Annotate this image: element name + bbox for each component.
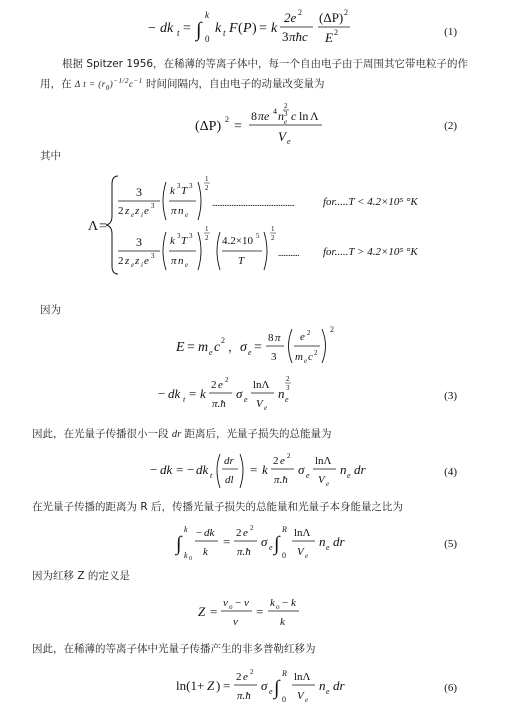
paragraph-spitzer xyxy=(40,56,480,97)
svg-text:2: 2 xyxy=(250,668,254,676)
svg-text:z: z xyxy=(125,205,130,217)
svg-text:2: 2 xyxy=(298,8,302,17)
svg-text:V: V xyxy=(256,398,263,410)
svg-text:V: V xyxy=(297,546,304,558)
svg-text:e: e xyxy=(326,543,330,552)
svg-text:4: 4 xyxy=(273,107,277,116)
equation-number: (2) xyxy=(444,120,457,132)
svg-text:2: 2 xyxy=(225,115,229,124)
svg-text:dl: dl xyxy=(225,474,234,486)
svg-text:P: P xyxy=(243,21,252,36)
svg-text:k: k xyxy=(184,525,188,534)
svg-text:e: e xyxy=(131,261,135,269)
svg-text:3: 3 xyxy=(284,110,288,118)
svg-text:e: e xyxy=(306,471,310,480)
svg-text:lnΛ: lnΛ xyxy=(294,527,311,539)
svg-text:n: n xyxy=(178,255,184,267)
svg-text:σ: σ xyxy=(240,340,247,355)
svg-text:n: n xyxy=(340,462,347,477)
svg-text:∫: ∫ xyxy=(196,19,202,41)
paragraph-energy-loss xyxy=(32,426,492,443)
svg-text:t: t xyxy=(210,471,213,480)
svg-text:dk: dk xyxy=(160,462,173,477)
svg-text:e: e xyxy=(285,395,289,404)
svg-text:2: 2 xyxy=(271,234,275,242)
svg-text:k: k xyxy=(291,597,296,609)
svg-text:e: e xyxy=(209,348,213,357)
svg-text:T: T xyxy=(238,255,245,267)
svg-text:lnΛ: lnΛ xyxy=(253,379,270,391)
svg-text:1: 1 xyxy=(205,225,209,233)
paragraph-fragment: 距离后，光量子损失的总能量为 xyxy=(184,428,332,440)
svg-text:=: = xyxy=(176,462,184,477)
svg-text:k: k xyxy=(215,21,222,36)
svg-text:2: 2 xyxy=(205,234,209,242)
svg-text:e: e xyxy=(269,543,273,552)
svg-text:3: 3 xyxy=(151,202,155,210)
svg-text:−: − xyxy=(235,597,242,609)
svg-text:E: E xyxy=(176,340,185,355)
svg-text:2: 2 xyxy=(344,8,348,17)
svg-text:k: k xyxy=(203,546,208,558)
inline-variable-dr: dr xyxy=(171,429,182,440)
svg-text:2: 2 xyxy=(307,329,311,337)
svg-text:m: m xyxy=(198,340,209,355)
svg-text:4.2×10: 4.2×10 xyxy=(222,235,253,247)
svg-text:1: 1 xyxy=(271,225,275,233)
svg-text:2: 2 xyxy=(334,28,338,37)
svg-text:−: − xyxy=(148,21,156,36)
svg-text:3: 3 xyxy=(177,182,181,190)
svg-text:∫: ∫ xyxy=(274,533,280,555)
svg-text:e: e xyxy=(300,331,305,343)
svg-text:F: F xyxy=(229,21,238,36)
svg-text:2: 2 xyxy=(250,524,254,532)
svg-text:1: 1 xyxy=(205,175,209,183)
svg-text:e: e xyxy=(326,687,330,696)
svg-text:3: 3 xyxy=(286,384,290,392)
svg-text:e: e xyxy=(243,527,248,539)
svg-text:c: c xyxy=(214,340,221,355)
svg-text:Λ: Λ xyxy=(88,219,99,234)
svg-text:e: e xyxy=(280,455,285,467)
svg-text:lnΛ: lnΛ xyxy=(315,455,332,467)
svg-text:=: = xyxy=(189,386,197,401)
svg-text:ν: ν xyxy=(233,616,238,628)
svg-text:i: i xyxy=(141,211,143,219)
svg-text:∫: ∫ xyxy=(274,677,280,699)
svg-text:e: e xyxy=(131,211,135,219)
svg-text:ν: ν xyxy=(223,597,228,609)
svg-text:8: 8 xyxy=(251,109,257,123)
svg-text:ln(1+: ln(1+ xyxy=(176,678,205,693)
svg-text:5: 5 xyxy=(256,232,260,240)
svg-text:σ: σ xyxy=(236,386,243,401)
svg-text:k: k xyxy=(280,616,285,628)
svg-text:k: k xyxy=(200,386,206,401)
condition-high-temperature: for.....T > 4.2×10⁵ °K xyxy=(323,246,418,258)
svg-text:2: 2 xyxy=(205,184,209,192)
svg-text:t: t xyxy=(183,395,186,404)
svg-text:n: n xyxy=(278,386,285,401)
svg-text:2: 2 xyxy=(314,349,318,357)
svg-text:8: 8 xyxy=(268,332,274,344)
svg-text:V: V xyxy=(297,690,304,702)
equation-2 xyxy=(0,100,515,150)
label-where: 其中 xyxy=(40,150,61,162)
equation-number: (1) xyxy=(444,26,457,38)
svg-text:V: V xyxy=(318,474,325,486)
equation-4 xyxy=(0,446,515,492)
svg-text:0: 0 xyxy=(282,695,286,704)
svg-text:2: 2 xyxy=(284,102,288,110)
svg-text:(: ( xyxy=(238,21,243,36)
equation-number: (6) xyxy=(444,682,457,694)
svg-text:t: t xyxy=(223,28,226,38)
svg-text:dr: dr xyxy=(224,455,234,467)
svg-text:2: 2 xyxy=(211,379,217,391)
svg-text:=: = xyxy=(210,604,218,619)
svg-text:=: = xyxy=(254,340,262,355)
svg-text:3: 3 xyxy=(282,29,289,44)
svg-text:): ) xyxy=(252,21,257,36)
svg-text:e: e xyxy=(144,255,149,267)
svg-text:−: − xyxy=(158,386,166,401)
svg-text:e: e xyxy=(305,696,309,704)
svg-text:σ: σ xyxy=(298,462,305,477)
equation-number: (5) xyxy=(444,538,457,550)
svg-text:m: m xyxy=(295,351,303,363)
svg-text:−: − xyxy=(150,462,158,477)
svg-text:3: 3 xyxy=(151,252,155,260)
svg-text:V: V xyxy=(278,129,286,144)
svg-text:2: 2 xyxy=(286,375,290,383)
svg-text:πe: πe xyxy=(258,109,270,123)
paragraph-fragment: 用，在 xyxy=(40,78,72,90)
svg-text:=: = xyxy=(99,219,107,234)
inline-formula: Δ $t = (r_0)^{-1/2}c^{-1}$ xyxy=(74,77,143,92)
svg-text:π: π xyxy=(171,205,177,217)
svg-text:=: = xyxy=(234,119,242,134)
svg-text:n: n xyxy=(278,109,284,123)
svg-text:0: 0 xyxy=(282,551,286,560)
svg-text:ln: ln xyxy=(299,109,309,123)
svg-text:n: n xyxy=(178,205,184,217)
label-because: 因为 xyxy=(40,304,61,316)
svg-text:dk: dk xyxy=(204,527,215,539)
svg-text:0: 0 xyxy=(205,34,210,44)
svg-text:c: c xyxy=(308,351,313,363)
svg-text:π.ħ: π.ħ xyxy=(212,398,226,410)
svg-text:z: z xyxy=(135,205,140,217)
equation-lambda xyxy=(0,170,515,280)
svg-text:Z: Z xyxy=(207,678,215,693)
paragraph-fragment: 因此，在光量子传播很小一段 xyxy=(32,428,169,440)
svg-text:π.ħ: π.ħ xyxy=(237,546,251,558)
svg-text:0: 0 xyxy=(189,556,192,562)
svg-text:−: − xyxy=(196,527,203,539)
svg-text:2: 2 xyxy=(225,376,229,384)
svg-text:e: e xyxy=(347,471,351,480)
svg-text:............: ............ xyxy=(278,248,299,258)
equation-5 xyxy=(0,518,515,564)
svg-text:σ: σ xyxy=(261,678,268,693)
svg-text:z: z xyxy=(135,255,140,267)
svg-text:k: k xyxy=(262,462,268,477)
svg-text:=: = xyxy=(223,534,231,549)
svg-text:dk: dk xyxy=(196,462,209,477)
equation-number: (3) xyxy=(444,390,457,402)
svg-text:2: 2 xyxy=(118,205,124,217)
svg-text:−: − xyxy=(282,597,289,609)
svg-text:e: e xyxy=(185,211,189,219)
svg-text:k: k xyxy=(170,185,175,197)
svg-text:T: T xyxy=(181,235,188,247)
svg-text:e: e xyxy=(326,480,330,488)
svg-text:R: R xyxy=(282,669,287,678)
svg-text:=: = xyxy=(183,21,191,36)
svg-text:(ΔP): (ΔP) xyxy=(195,119,222,134)
svg-text:e: e xyxy=(264,404,268,412)
svg-text:−: − xyxy=(187,462,195,477)
svg-text:ν: ν xyxy=(244,597,249,609)
svg-text:π.ħ: π.ħ xyxy=(237,690,251,702)
paragraph-energy-ratio: 在光量子传播的距离为 R 后，传播光量子损失的总能量和光量子本身能量之比为 xyxy=(32,501,403,513)
svg-text:e: e xyxy=(244,395,248,404)
svg-text:2e: 2e xyxy=(284,10,297,25)
equation-3 xyxy=(0,372,515,416)
svg-text:lnΛ: lnΛ xyxy=(294,671,311,683)
svg-text:dk: dk xyxy=(160,21,174,36)
svg-text:π: π xyxy=(275,332,281,344)
svg-text:2: 2 xyxy=(236,671,242,683)
svg-text:，: ， xyxy=(228,340,241,354)
paragraph-fragment: 时间间隔内，自由电子的动量改变量为 xyxy=(146,78,325,90)
paragraph-line xyxy=(40,73,480,97)
svg-text:n: n xyxy=(319,678,326,693)
equation-redshift-definition xyxy=(0,590,515,634)
svg-text:3: 3 xyxy=(136,235,142,249)
svg-text:e: e xyxy=(287,137,291,146)
svg-text:Z: Z xyxy=(198,604,206,619)
svg-text:): ) xyxy=(216,678,221,693)
svg-text:e: e xyxy=(284,118,288,126)
svg-text:o: o xyxy=(229,603,233,611)
svg-text:2: 2 xyxy=(330,325,334,334)
svg-text:dk: dk xyxy=(168,386,181,401)
svg-text:=: = xyxy=(256,604,264,619)
equation-6 xyxy=(0,662,515,708)
svg-text:e: e xyxy=(305,552,309,560)
svg-text:k: k xyxy=(271,21,278,36)
equation-energy-cross-section xyxy=(0,325,515,367)
svg-text:i: i xyxy=(141,261,143,269)
paragraph-redshift-definition: 因为红移 Z 的定义是 xyxy=(32,570,130,582)
svg-text:e: e xyxy=(218,379,223,391)
svg-text:e: e xyxy=(304,357,308,365)
svg-text:π.ħ: π.ħ xyxy=(274,474,288,486)
svg-text:=: = xyxy=(223,678,231,693)
svg-text:=: = xyxy=(187,340,195,355)
equation-number: (4) xyxy=(444,466,457,478)
svg-text:e: e xyxy=(248,348,252,357)
svg-text:R: R xyxy=(282,525,287,534)
svg-text:=: = xyxy=(259,21,267,36)
svg-text:k: k xyxy=(184,551,188,560)
svg-text:2: 2 xyxy=(221,336,225,345)
svg-text:k: k xyxy=(170,235,175,247)
svg-text:c: c xyxy=(291,109,297,123)
svg-text:π: π xyxy=(171,255,177,267)
svg-text:2: 2 xyxy=(273,455,279,467)
paragraph-non-doppler-redshift: 因此，在稀薄的等离子体中光量子传播产生的非多普勒红移为 xyxy=(32,643,316,655)
svg-text:σ: σ xyxy=(261,534,268,549)
svg-text:3: 3 xyxy=(177,232,181,240)
svg-text:k: k xyxy=(205,10,209,20)
svg-text:o: o xyxy=(276,603,280,611)
svg-text:e: e xyxy=(185,261,189,269)
paragraph-line: 根据 Spitzer 1956，在稀薄的等离子体中，每一个自由电子由于周围其它带电粒子的作 xyxy=(62,58,469,70)
svg-text:(ΔP): (ΔP) xyxy=(319,10,344,25)
svg-text:e: e xyxy=(269,687,273,696)
condition-low-temperature: for.....T < 4.2×10⁵ °K xyxy=(323,196,418,208)
svg-text:z: z xyxy=(125,255,130,267)
svg-text:k: k xyxy=(270,597,275,609)
svg-text:3: 3 xyxy=(189,232,193,240)
svg-text:2: 2 xyxy=(287,452,291,460)
svg-text:..............................: ............................................... xyxy=(212,198,295,208)
svg-text:πħc: πħc xyxy=(289,29,308,44)
svg-text:E: E xyxy=(325,30,333,45)
svg-text:t: t xyxy=(177,28,180,38)
equation-1 xyxy=(0,2,515,52)
svg-text:=: = xyxy=(250,462,258,477)
svg-text:∫: ∫ xyxy=(176,533,182,555)
svg-text:T: T xyxy=(181,185,188,197)
svg-text:dr: dr xyxy=(354,462,366,477)
svg-text:e: e xyxy=(243,671,248,683)
svg-text:dr: dr xyxy=(333,678,345,693)
svg-text:2: 2 xyxy=(236,527,242,539)
svg-text:3: 3 xyxy=(136,185,142,199)
svg-text:dr: dr xyxy=(333,534,345,549)
svg-text:3: 3 xyxy=(271,351,277,363)
svg-text:2: 2 xyxy=(118,255,124,267)
svg-text:e: e xyxy=(144,205,149,217)
svg-text:Λ: Λ xyxy=(310,109,319,123)
svg-text:n: n xyxy=(319,534,326,549)
svg-text:3: 3 xyxy=(189,182,193,190)
